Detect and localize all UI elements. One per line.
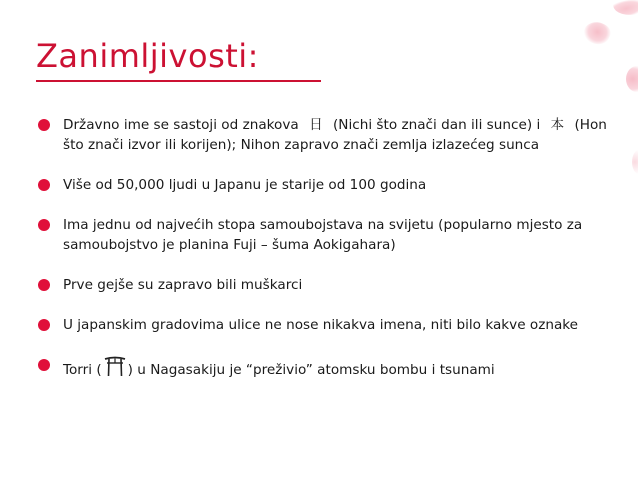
bullet-dot-icon — [38, 179, 50, 191]
list-item — [38, 215, 608, 255]
item-text: U japanskim gradovima ulice ne nose nikakva imena, niti bilo kakve oznake — [63, 317, 579, 333]
bullet-list — [38, 115, 608, 380]
bullet-dot-icon — [38, 119, 50, 131]
bullet-dot-icon — [38, 319, 50, 331]
title-underline — [36, 80, 321, 82]
list-item — [38, 175, 608, 195]
item-text: Prve gejše su zapravo bili muškarci — [63, 277, 303, 293]
item-text: Torri ( — [63, 362, 102, 378]
item-text: (Hon što znači izvor ili korijen); Nihon zapravo znači zemlja izlazećeg sunca — [63, 117, 607, 153]
kanji-nichi: 日 — [309, 117, 323, 133]
item-text: Državno ime se sastoji od znakova — [63, 117, 304, 133]
list-item — [38, 355, 608, 380]
bullet-dot-icon — [38, 359, 50, 371]
list-item — [38, 275, 608, 295]
slide-title: Zanimljivosti: — [36, 37, 259, 75]
list-item — [38, 315, 608, 335]
item-text: (Nichi što znači dan ili sunce) i — [328, 117, 545, 133]
cherry-petal-decoration — [626, 66, 638, 92]
bullet-dot-icon — [38, 279, 50, 291]
cherry-petal-decoration — [581, 18, 614, 49]
list-item — [38, 115, 608, 155]
item-text: Ima jednu od najvećih stopa samoubojstava na svijetu (popularno mjesto za samoubojstvo je planina Fuji – šuma Aokigahara) — [63, 217, 583, 253]
kanji-hon: 本 — [550, 117, 565, 133]
item-text: ) u Nagasakiju je “preživio” atomsku bombu i tsunami — [127, 362, 495, 378]
torii-gate-icon — [104, 355, 126, 377]
cherry-petal-decoration — [632, 150, 638, 174]
bullet-dot-icon — [38, 219, 50, 231]
item-text: Više od 50,000 ljudi u Japanu je starije od 100 godina — [63, 177, 427, 193]
cherry-petal-decoration — [613, 0, 638, 19]
